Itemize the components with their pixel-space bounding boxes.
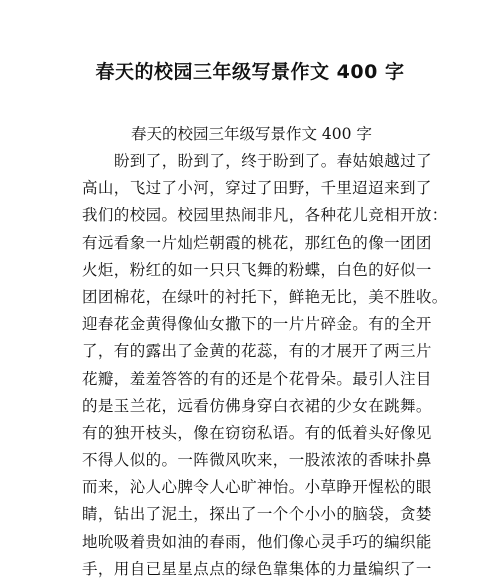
paragraph-line: 团团棉花，在绿叶的衬托下，鲜艳无比，美不胜收。 — [82, 287, 448, 306]
paragraph-line: 高山，飞过了小河，穿过了田野，千里迢迢来到了 — [82, 179, 432, 198]
paragraph-line: 睛，钻出了泥土，探出了一个个小小的脑袋，贪婪 — [82, 505, 432, 524]
document-title: 春天的校园三年级写景作文 400 字 — [95, 61, 405, 83]
paragraph-line: 不得人似的。一阵微风吹来，一股浓浓的香味扑鼻 — [82, 451, 432, 470]
paragraph-line: 盼到了，盼到了，终于盼到了。春姑娘越过了 — [114, 152, 433, 170]
paragraph-line: 了，有的露出了金黄的花蕊，有的才展开了两三片 — [82, 342, 432, 361]
paragraph-line: 的是玉兰花，远看仿佛身穿白衣裙的少女在跳舞。 — [82, 396, 432, 415]
paragraph-line: 火炬，粉红的如一只只飞舞的粉蝶，白色的好似一 — [82, 260, 432, 279]
paragraph-line: 地吮吸着贵如油的春雨，他们像心灵手巧的编织能 — [82, 532, 432, 551]
document-subtitle: 春天的校园三年级写景作文 400 字 — [131, 125, 372, 143]
paragraph-line: 我们的校园。校园里热闹非凡，各种花儿竞相开放： — [82, 206, 448, 225]
paragraph-line: 花瓣，羞羞答答的有的还是个花骨朵。最引人注目 — [82, 369, 432, 388]
document-body — [82, 148, 448, 583]
paragraph-line: 手，用自已星星点点的绿色靠集体的力量编织了一 — [82, 559, 432, 578]
paragraph-line: 而来，沁人心脾令人心旷神怡。小草睁开惺松的眼 — [82, 478, 432, 497]
paragraph-line: 迎春花金黄得像仙女撒下的一片片碎金。有的全开 — [82, 315, 432, 334]
paragraph-line: 有远看象一片灿烂朝霞的桃花，那红色的像一团团 — [82, 233, 432, 252]
paragraph-line: 有的独开枝头，像在窃窃私语。有的低着头好像见 — [82, 423, 432, 442]
